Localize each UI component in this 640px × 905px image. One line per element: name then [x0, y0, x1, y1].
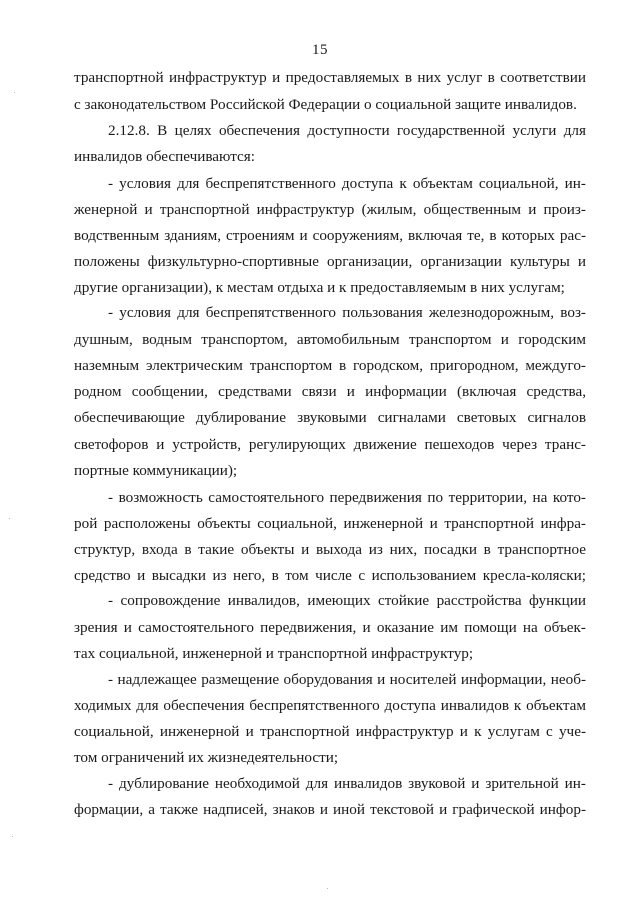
- scan-speck: [14, 92, 15, 93]
- scan-speck: [9, 518, 10, 519]
- page-number: 15: [312, 42, 328, 58]
- text-line-13: родном сообщении, средствами связи и информации (включая средства,: [74, 383, 586, 400]
- text-line-15: светофоров и устройств, регулирующих движение пешеходов через транс-: [74, 436, 586, 453]
- text-line-27: том ограничений их жизнедеятельности;: [74, 749, 339, 766]
- text-line-8: положены физкультурно-спортивные организации, организации культуры и: [74, 253, 586, 270]
- scan-speck: [12, 836, 13, 837]
- text-line-14: обеспечивающие дублирование звуковыми сигналами световых сигналов: [74, 409, 586, 426]
- text-line-7: водственным зданиям, строениям и сооружениям, включая те, в которых рас-: [74, 227, 586, 244]
- scan-speck: [327, 888, 328, 889]
- text-line-20: средство и высадки из него, в том числе с использованием кресла-коляски;: [74, 567, 586, 584]
- text-line-23: тах социальной, инженерной и транспортной инфраструктур;: [74, 645, 474, 662]
- text-line-29: формации, а также надписей, знаков и иной текстовой и графической инфор-: [74, 801, 586, 818]
- text-line-17: - возможность самостоятельного передвижения по территории, на кото-: [108, 489, 586, 506]
- text-line-24: - надлежащее размещение оборудования и носителей информации, необ-: [108, 671, 586, 688]
- text-line-16: портные коммуникации);: [74, 462, 238, 479]
- text-line-3: 2.12.8. В целях обеспечения доступности государственной услуги для: [108, 122, 586, 139]
- text-line-1: транспортной инфраструктур и предоставляемых в них услуг в соответствии: [74, 69, 586, 86]
- text-line-12: наземным электрическим транспортом в городском, пригородном, междуго-: [74, 357, 586, 374]
- text-line-9: другие организации), к местам отдыха и к предоставляемым в них услугам;: [74, 279, 565, 296]
- text-line-21: - сопровождение инвалидов, имеющих стойкие расстройства функции: [108, 592, 586, 609]
- text-line-18: рой расположены объекты социальной, инженерной и транспортной инфра-: [74, 515, 586, 532]
- text-line-2: с законодательством Российской Федерации о социальной защите инвалидов.: [74, 96, 577, 113]
- text-line-19: структур, входа в такие объекты и выхода из них, посадки в транспортное: [74, 541, 586, 558]
- text-line-5: - условия для беспрепятственного доступа к объектам социальной, ин-: [108, 175, 586, 192]
- text-line-25: ходимых для обеспечения беспрепятственного доступа инвалидов к объектам: [74, 697, 586, 714]
- text-line-26: социальной, инженерной и транспортной инфраструктур и к услугам с уче-: [74, 723, 586, 740]
- text-line-10: - условия для беспрепятственного пользования железнодорожным, воз-: [108, 304, 586, 321]
- text-line-22: зрения и самостоятельного передвижения, и оказание им помощи на объек-: [74, 619, 586, 636]
- text-line-6: женерной и транспортной инфраструктур (жилым, общественным и произ-: [74, 201, 586, 218]
- text-line-28: - дублирование необходимой для инвалидов звуковой и зрительной ин-: [108, 775, 586, 792]
- text-line-11: душным, водным транспортом, автомобильным транспортом и городским: [74, 331, 586, 348]
- text-line-4: инвалидов обеспечиваются:: [74, 148, 255, 165]
